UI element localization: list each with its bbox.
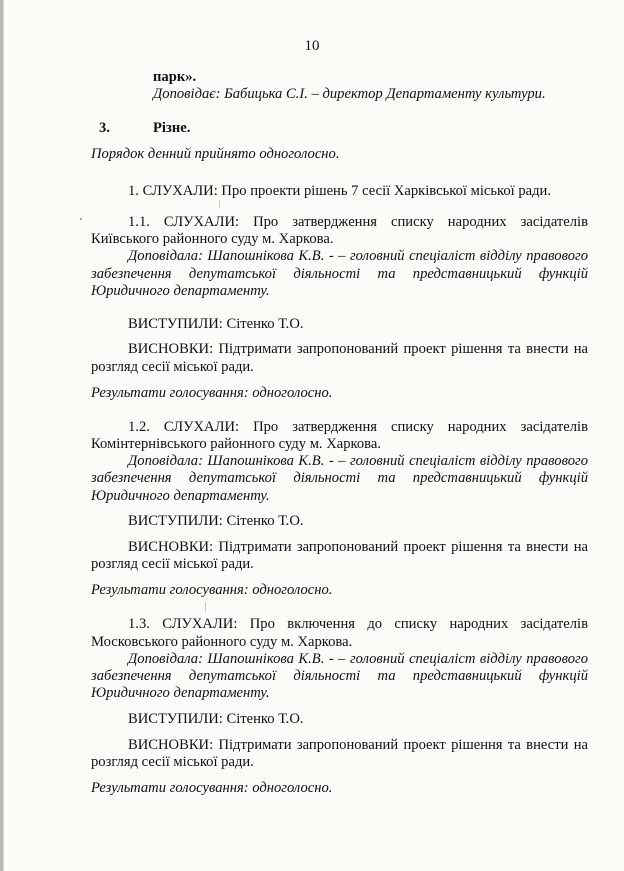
scan-speck <box>80 218 82 220</box>
subitem-heard-line2: Московського районного суду м. Харкова. <box>91 634 353 650</box>
subitem-voting-result: Результати голосування: одноголосно. <box>91 780 333 796</box>
previous-item-speaker: Доповідає: Бабицька С.І. – директор Департаменту культури. <box>153 86 546 102</box>
agenda-adopted: Порядок денний прийнято одноголосно. <box>91 146 340 162</box>
subitem-spoke: ВИСТУПИЛИ: Сітенко Т.О. <box>128 711 304 727</box>
subitem-conclusion-line2: розгляд сесії міської ради. <box>91 754 254 770</box>
scan-mark <box>205 602 206 612</box>
subitem-conclusion-line1: ВИСНОВКИ: Підтримати запропонований проект рішення та внести на <box>128 341 588 357</box>
subitem-conclusion-line1: ВИСНОВКИ: Підтримати запропонований проект рішення та внести на <box>128 539 588 555</box>
subitem-speaker-line1: Доповідала: Шапошнікова К.В. - – головний спеціаліст відділу правового <box>128 651 588 667</box>
subitem-voting-result: Результати голосування: одноголосно. <box>91 385 333 401</box>
subitem-spoke: ВИСТУПИЛИ: Сітенко Т.О. <box>128 513 304 529</box>
subitem-conclusion-line2: розгляд сесії міської ради. <box>91 359 254 375</box>
subitem-speaker-line2: забезпечення депутатської діяльності та представницький функцій <box>91 668 588 684</box>
subitem-speaker-line3: Юридичного департаменту. <box>91 685 270 701</box>
subitem-speaker-line1: Доповідала: Шапошнікова К.В. - – головний спеціаліст відділу правового <box>128 453 588 469</box>
subitem-spoke: ВИСТУПИЛИ: Сітенко Т.О. <box>128 316 304 332</box>
subitem-conclusion-line1: ВИСНОВКИ: Підтримати запропонований проект рішення та внести на <box>128 737 588 753</box>
subitem-speaker-line2: забезпечення депутатської діяльності та представницький функцій <box>91 470 588 486</box>
subitem-heard-line2: Комінтернівського районного суду м. Харкова. <box>91 436 382 452</box>
previous-item-tail: парк». <box>153 69 197 85</box>
section-title: Різне. <box>153 120 191 136</box>
item-1-heading: 1. СЛУХАЛИ: Про проекти рішень 7 сесії Харківської міської ради. <box>128 183 552 199</box>
subitem-heard-line1: 1.2. СЛУХАЛИ: Про затвердження списку народних засідателів <box>128 419 588 435</box>
page-number: 10 <box>304 38 320 54</box>
subitem-voting-result: Результати голосування: одноголосно. <box>91 582 333 598</box>
subitem-heard-line1: 1.3. СЛУХАЛИ: Про включення до списку народних засідателів <box>128 616 588 632</box>
scan-left-edge-shadow <box>3 0 4 871</box>
subitem-speaker-line3: Юридичного департаменту. <box>91 283 270 299</box>
section-number: 3. <box>99 120 110 136</box>
subitem-speaker-line3: Юридичного департаменту. <box>91 488 270 504</box>
subitem-speaker-line2: забезпечення депутатської діяльності та представницький функцій <box>91 266 588 282</box>
scan-mark <box>219 200 220 208</box>
subitem-heard-line2: Київського районного суду м. Харкова. <box>91 231 334 247</box>
subitem-speaker-line1: Доповідала: Шапошнікова К.В. - – головний спеціаліст відділу правового <box>128 248 588 264</box>
subitem-heard-line1: 1.1. СЛУХАЛИ: Про затвердження списку народних засідателів <box>128 214 588 230</box>
subitem-conclusion-line2: розгляд сесії міської ради. <box>91 556 254 572</box>
